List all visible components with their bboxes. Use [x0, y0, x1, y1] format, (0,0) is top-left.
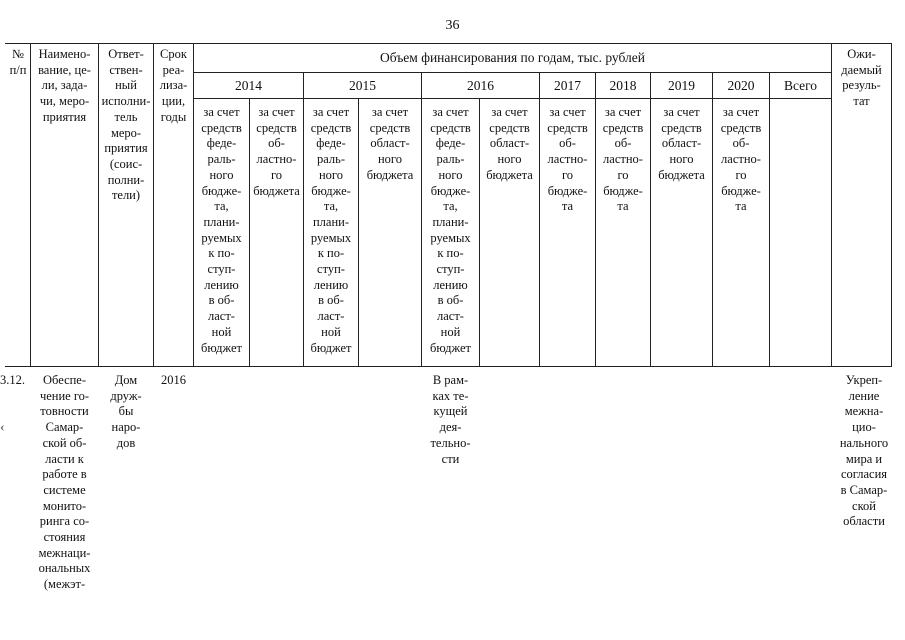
source-2015-regional: за счет средств област- ного бюджета [366, 105, 414, 182]
source-2017-regional: за счет средств об- ластно- го бюдже- та [547, 105, 588, 214]
source-2020-regional: за счет средств об- ластно- го бюдже- та [720, 105, 762, 214]
header-result: Ожи- даемый резуль- тат [841, 47, 882, 109]
source-2014-federal: за счет средств феде- раль- ного бюдже- та, плани- руемых к по- ступ- лению в об- ласт- ной бюджет [201, 105, 242, 355]
row-name: Обеспе- чение го- товности Самар- ской об- ласти к работе в системе монито- ринга со- стояния межнаци- ональных (межэт- [38, 373, 91, 592]
year-2014: 2014 [235, 78, 262, 93]
row-result: Укреп- ление межна- цио- нального мира и согласия в Самар- ской области [839, 373, 889, 529]
header-total: Всего [783, 78, 818, 93]
header-number: № п/п [9, 47, 27, 77]
page-number: 36 [445, 18, 460, 33]
row-responsible: Дом друж- бы наро- дов [110, 373, 142, 450]
row-term: 2016 [161, 373, 186, 387]
year-2019: 2019 [668, 78, 695, 93]
source-2015-federal: за счет средств феде- раль- ного бюдже- та, плани- руемых к по- ступ- лению в об- ласт- ной бюджет [310, 105, 352, 355]
source-2014-regional: за счет средств об- ластно- го бюджета [253, 105, 300, 198]
margin-mark: ‹ [0, 420, 5, 435]
source-2018-regional: за счет средств об- ластно- го бюдже- та [602, 105, 644, 214]
year-2020: 2020 [727, 78, 755, 93]
header-name: Наимено- вание, це- ли, зада- чи, меро- приятия [38, 47, 91, 124]
source-2016-regional: за счет средств област- ного бюджета [486, 105, 533, 182]
row-funding-note: В рам- ках те- кущей дея- тельно- сти [430, 373, 471, 466]
year-2017: 2017 [554, 78, 581, 93]
year-2016: 2016 [467, 78, 494, 93]
source-2019-regional: за счет средств област- ного бюджета [658, 105, 705, 182]
year-2015: 2015 [349, 78, 376, 93]
header-term: Срок реа- лиза- ции, годы [159, 47, 188, 124]
source-2016-federal: за счет средств феде- раль- ного бюдже- та, плани- руемых к по- ступ- лению в об- ласт- ной бюджет [430, 105, 471, 355]
header-responsible: Ответ- ствен- ный исполни- тель меро- приятия (соис- полни- тели) [101, 47, 151, 203]
header-funding: Объем финансирования по годам, тыс. рублей [380, 50, 645, 65]
year-2018: 2018 [609, 78, 637, 93]
row-number: 3.12. [0, 373, 25, 387]
